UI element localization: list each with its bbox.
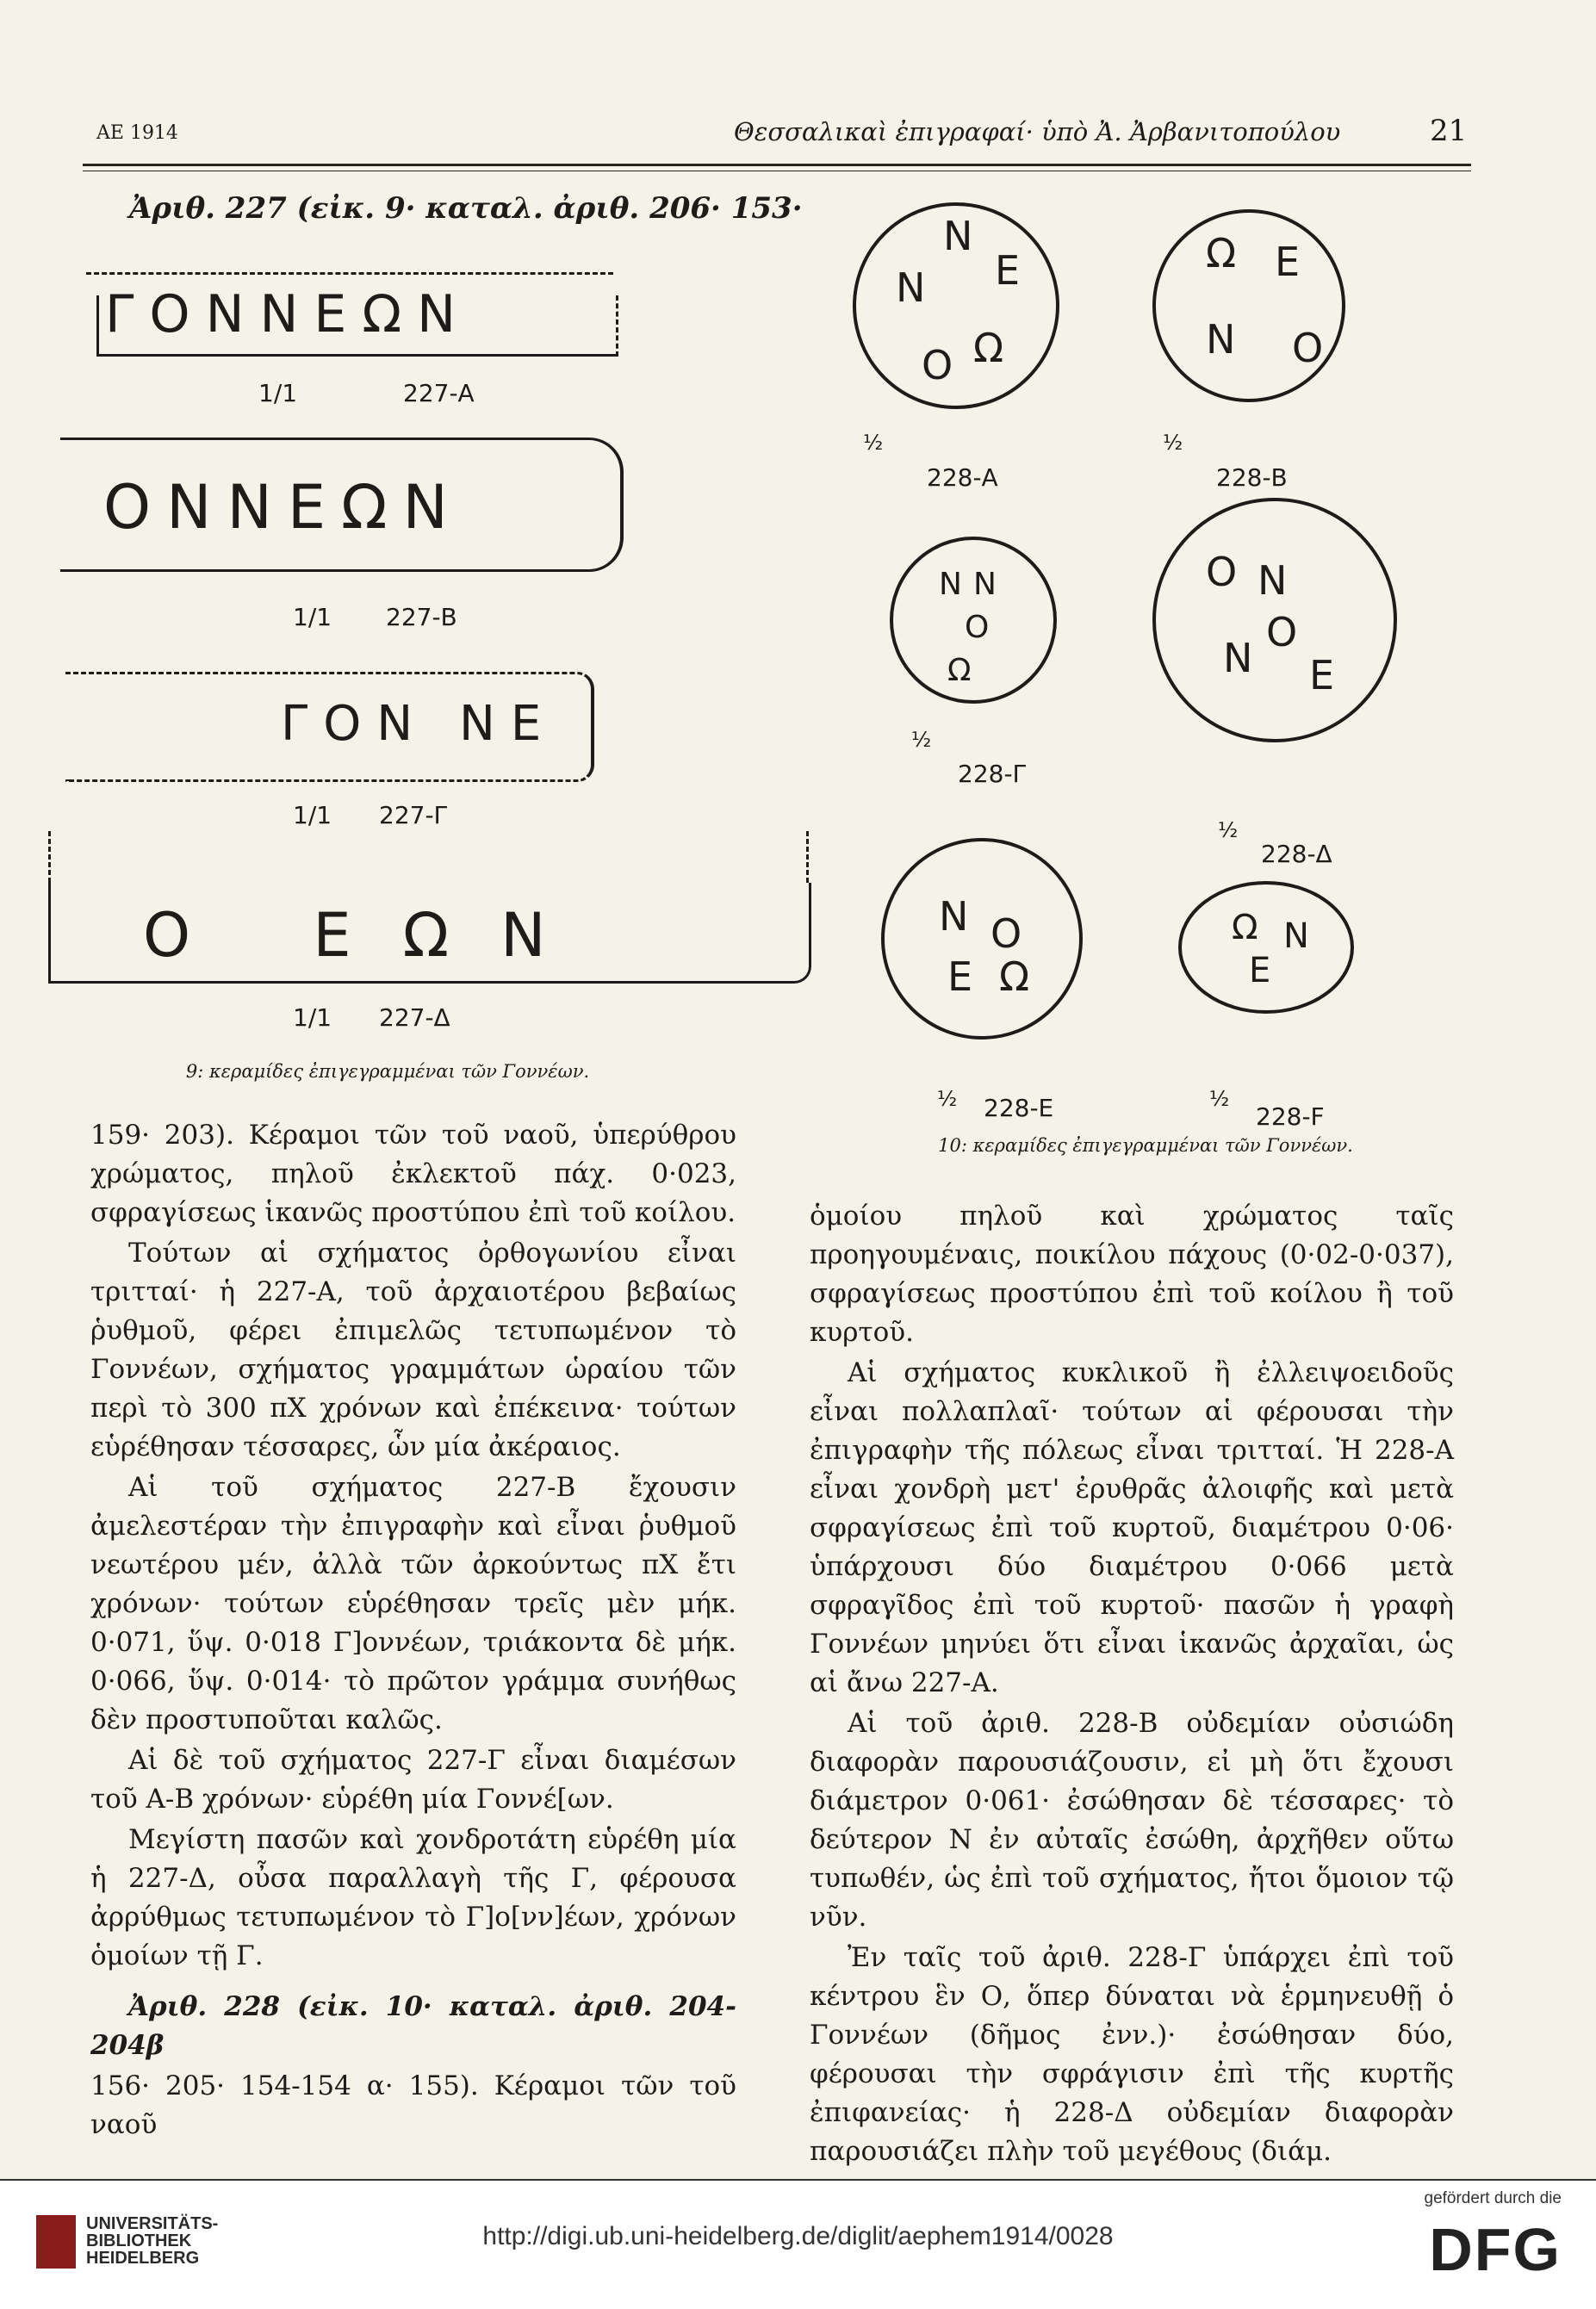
label-227-a: 227-Α (403, 379, 475, 407)
left-column (90, 1116, 736, 2146)
svg-text:N: N (939, 893, 969, 940)
fig10-caption: 10: κεραμίδες ἐπιγεγραμμέναι τῶν Γοννέων. (938, 1135, 1353, 1156)
funded-by-label: gefördert durch die (1424, 2189, 1562, 2207)
circle-228-f (1180, 883, 1352, 1012)
source-url[interactable]: http://digi.ub.uni-heidelberg.de/diglit/aephem1914/0028 (482, 2222, 1114, 2250)
scale-228-b: ½ (1163, 431, 1183, 455)
svg-text:E: E (947, 953, 973, 1000)
right-paragraph: Αἱ τοῦ ἀριθ. 228-Β οὐδεμίαν οὐσιώδη διαφορὰν παρουσιάζουσιν, εἰ μὴ ὅτι ἔχουσι διάμετρον 0·061· ἐσώθησαν δὲ τέσσαρες· τὸ δεύτερον Ν ἐν αὐταῖς ἐσώθη, ἀρχῆθεν οὕτω τυπωθέν, ὡς ἐπὶ τοῦ σχήματος, ἤτοι ὅμοιον τῷ νῦν. (810, 1708, 1454, 1933)
fig9-heading: Ἀριθ. 227 (εἰκ. 9· καταλ. ἀριθ. 206· 153· (129, 191, 803, 226)
label-228-c: 228-Γ (958, 760, 1027, 788)
stamp-227-d-text: Ο ΕΩΝ (143, 900, 598, 971)
label-227-c: 227-Γ (379, 801, 448, 829)
label-227-d: 227-Δ (379, 1003, 450, 1032)
section-heading-228: Ἀριθ. 228 (εἰκ. 10· καταλ. ἀριθ. 204-204β (90, 1991, 736, 2061)
scale-227-d: 1/1 (293, 1003, 332, 1032)
svg-text:E: E (1249, 951, 1271, 990)
stamp-227-b-text: ΟΝΝΕΩΝ (103, 472, 463, 543)
circle-228-e (883, 840, 1081, 1038)
scale-228-c: ½ (911, 728, 932, 752)
scale-228-e: ½ (937, 1087, 958, 1111)
svg-text:Ω: Ω (947, 653, 972, 688)
university-name: UNIVERSITÄTS-BIBLIOTHEK HEIDELBERG (86, 2214, 219, 2268)
stamp-227-c (65, 672, 599, 784)
left-paragraph: Τούτων αἱ σχήματος ὀρθογωνίου εἶναι τριτταί· ἡ 227-Α, τοῦ ἀρχαιοτέρου βεβαίως ῥυθμοῦ, φέρει ἐπιμελῶς τετυπωμένον τὸ Γοννέων, σχήματος γραμμάτων ὡραίου τῶν περὶ τὸ 300 πΧ χρόνων καὶ ἐπέκεινα· τούτων εὑρέθησαν τέσσαρες, ὧν μία ἀκέραιος. (90, 1238, 736, 1462)
svg-text:N: N (1206, 316, 1236, 363)
svg-text:E: E (1275, 239, 1301, 285)
right-paragraph: Ἐν ταῖς τοῦ ἀριθ. 228-Γ ὑπάρχει ἐπὶ τοῦ κέντρου ἓν Ο, ὅπερ δύναται νὰ ἑρμηνευθῇ ὁ Γοννέων (δῆμος ἐνν.)· ἐσώθησαν δύο, φέρουσαι τὴν σφράγισιν ἐπὶ τῆς κυρτῆς ἐπιφανείας· ἡ 228-Δ οὐδεμίαν διαφορὰν παρουσιάζει πλὴν τοῦ μεγέθους (διάμ. (810, 1942, 1454, 2167)
svg-text:O: O (1292, 325, 1324, 371)
label-228-e: 228-Ε (984, 1094, 1054, 1122)
label-227-b: 227-Β (386, 603, 457, 631)
stamp-227-a-text: ΓΟΝΝΕΩΝ (105, 284, 472, 344)
svg-text:O: O (922, 342, 953, 388)
svg-text:O: O (1206, 549, 1238, 595)
svg-text:Ω: Ω (999, 953, 1030, 1000)
svg-text:N: N (939, 567, 962, 602)
right-column (810, 1197, 1454, 2173)
svg-text:O: O (1266, 609, 1298, 655)
scale-227-a: 1/1 (258, 379, 298, 407)
circle-228-b (1154, 211, 1344, 400)
fig10-drawings (844, 189, 1413, 1137)
svg-text:N: N (896, 264, 926, 311)
scale-227-c: 1/1 (293, 801, 332, 829)
left-paragraph: 159· 203). Κέραμοι τῶν τοῦ ναοῦ, ὑπερύθρου χρώματος, πηλοῦ ἐκλεκτοῦ πάχ. 0·023, σφραγίσεως ἱκανῶς προστύπου ἐπὶ τοῦ κοίλου. (90, 1120, 736, 1228)
header-page-number: 21 (1430, 114, 1468, 148)
svg-text:Ω: Ω (973, 325, 1004, 371)
svg-text:Ω: Ω (1232, 908, 1258, 947)
svg-text:N: N (973, 567, 997, 602)
svg-text:O: O (991, 910, 1022, 957)
scale-228-d: ½ (1218, 818, 1239, 842)
svg-text:N: N (1283, 916, 1309, 956)
label-228-a: 228-Α (927, 463, 998, 492)
left-tail: 156· 205· 154-154 α· 155). Κέραμοι τῶν τοῦ ναοῦ (90, 2070, 736, 2140)
svg-text:O: O (965, 610, 990, 645)
label-228-b: 228-Β (1216, 463, 1288, 492)
svg-text:N: N (1223, 635, 1253, 681)
svg-text:N: N (1258, 557, 1288, 604)
left-paragraph: Αἱ δὲ τοῦ σχήματος 227-Γ εἶναι διαμέσων τοῦ Α-Β χρόνων· εὑρέθη μία Γοννέ[ων. (90, 1745, 736, 1815)
scale-227-b: 1/1 (293, 603, 332, 631)
header-rule (83, 164, 1471, 166)
scale-228-f: ½ (1209, 1087, 1230, 1111)
left-paragraph: Μεγίστη πασῶν καὶ χονδροτάτη εὑρέθη μία ἡ 227-Δ, οὖσα παραλλαγὴ τῆς Γ, φέρουσα ἀρρύθμως τετυπωμένον τὸ Γ]ο[νν]έων, χρόνων ὁμοίων τῇ Γ. (90, 1824, 736, 1971)
stamp-227-b (60, 438, 637, 575)
right-paragraph: Αἱ σχήματος κυκλικοῦ ἢ ἐλλειψοειδοῦς εἶναι πολλαπλαῖ· τούτων αἱ φέρουσαι τὴν ἐπιγραφὴν τῆς πόλεως εἶναι τριτταί. Ἡ 228-Α εἶναι χονδρὴ μετ' ἐρυθρᾶς ἀλοιφῆς καὶ μετὰ σφραγίσεως ἐπὶ τοῦ κυρτοῦ, διαμέτρου 0·06· ὑπάρχουσι δύο διαμέτρου 0·066 μετὰ σφραγῖδος ἐπὶ τοῦ κυρτοῦ· πασῶν ἡ γραφὴ Γοννέων μηνύει ὅτι εἶναι ἱκανῶς ἀρχαῖαι, ὡς αἱ ἄνω 227-Α. (810, 1357, 1454, 1698)
right-paragraph: ὁμοίου πηλοῦ καὶ χρώματος ταῖς προηγουμέναις, ποικίλου πάχους (0·02-0·037), σφραγίσεως προστύπου ἐπὶ τοῦ κοίλου ἢ τοῦ κυρτοῦ. (810, 1201, 1454, 1348)
dfg-logo: DFG (1429, 2216, 1562, 2283)
scale-228-a: ½ (863, 431, 884, 455)
left-paragraph: Αἱ τοῦ σχήματος 227-Β ἔχουσιν ἀμελεστέραν τὴν ἐπιγραφὴν καὶ εἶναι ῥυθμοῦ νεωτέρου μέν, ἀλλὰ τῶν ἀρκούντως πΧ ἔτι χρόνων· τούτων εὑρέθησαν τρεῖς μὲν μήκ. 0·071, ὕψ. 0·018 Γ]οννέων, τριάκοντα δὲ μήκ. 0·066, ὕψ. 0·014· τὸ πρῶτον γράμμα συνήθως δὲν προστυποῦται καλῶς. (90, 1472, 736, 1735)
svg-text:Ω: Ω (1206, 230, 1237, 276)
header-journal: ΑΕ 1914 (96, 122, 178, 144)
stamp-227-a (86, 257, 613, 356)
stamp-227-c-text: ΓΟΝ ΝΕ (281, 696, 557, 752)
footer-bar (0, 2179, 1596, 2309)
svg-text:E: E (1309, 652, 1335, 698)
label-228-f: 228-F (1256, 1102, 1325, 1131)
fig9-caption: 9: κεραμίδες ἐπιγεγραμμέναι τῶν Γοννέων. (185, 1061, 590, 1082)
svg-text:E: E (995, 247, 1021, 294)
svg-text:N: N (943, 213, 973, 259)
label-228-d: 228-Δ (1261, 840, 1332, 868)
header-title: Θεσσαλικαὶ ἐπιγραφαί· ὑπὸ Ἀ. Ἀρβανιτοπούλου (734, 117, 1341, 146)
stamp-227-d (48, 831, 815, 986)
